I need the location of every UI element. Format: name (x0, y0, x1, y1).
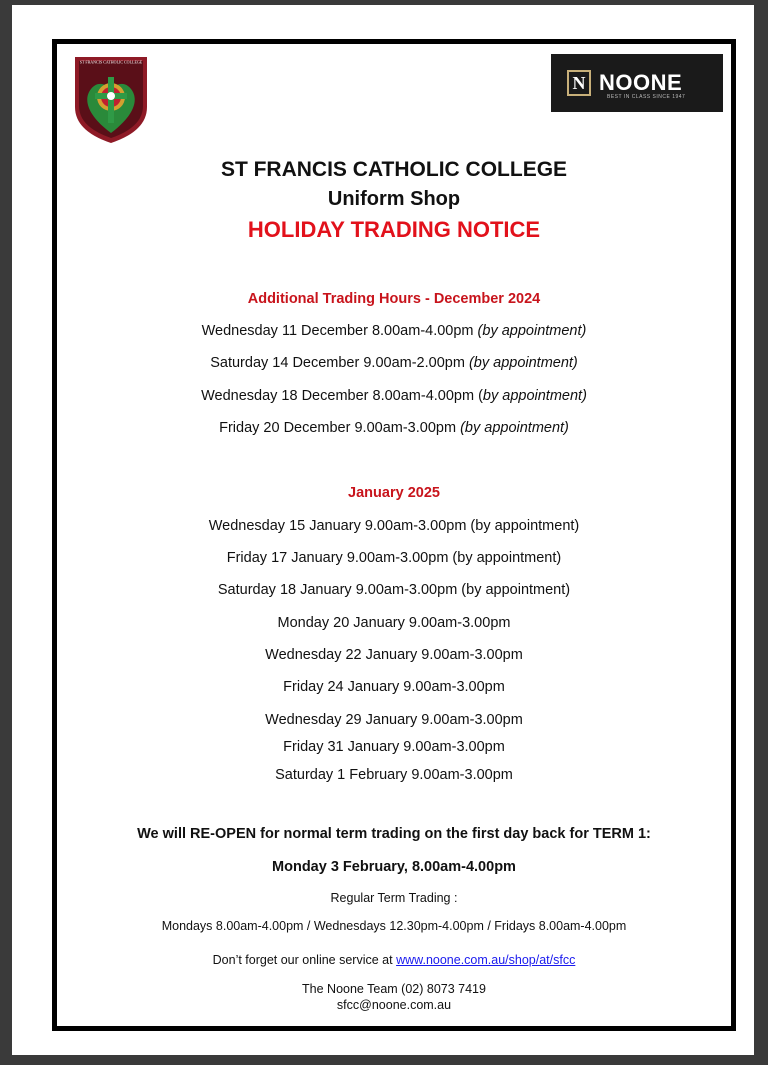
january-row: Wednesday 15 January 9.00am-3.00pm (by appointment) (208, 518, 580, 534)
college-title: ST FRANCIS CATHOLIC COLLEGE (220, 158, 568, 181)
noone-wordmark: NOONE (599, 70, 683, 95)
reopen-date: Monday 3 February, 8.00am-4.00pm (272, 859, 516, 875)
notice-title: HOLIDAY TRADING NOTICE (247, 217, 541, 242)
january-row: Monday 20 January 9.00am-3.00pm (277, 615, 511, 631)
january-row: Friday 31 January 9.00am-3.00pm (283, 739, 505, 755)
january-row: Wednesday 29 January 9.00am-3.00pm (265, 712, 523, 728)
january-row: Saturday 18 January 9.00am-3.00pm (by appointment) (217, 582, 571, 598)
january-row: Friday 17 January 9.00am-3.00pm (by appointment) (226, 550, 562, 566)
reopen-notice: We will RE-OPEN for normal term trading on the first day back for TERM 1: (137, 826, 651, 842)
noone-monogram: N (567, 70, 591, 96)
regular-trading-hours: Mondays 8.00am-4.00pm / Wednesdays 12.30pm-4.00pm / Fridays 8.00am-4.00pm (161, 919, 627, 933)
noone-logo (551, 54, 723, 112)
december-row: Friday 20 December 9.00am-3.00pm (by appointment) (219, 420, 569, 436)
january-row: Wednesday 22 January 9.00am-3.00pm (265, 647, 523, 663)
regular-trading-title: Regular Term Trading : (330, 891, 458, 905)
contact-email: sfcc@noone.com.au (336, 998, 452, 1012)
january-heading: January 2025 (348, 485, 440, 501)
online-service-text: Don’t forget our online service at (212, 953, 397, 967)
contact-team: The Noone Team (02) 8073 7419 (302, 982, 486, 996)
december-heading: Additional Trading Hours - December 2024 (247, 291, 541, 307)
notice-frame (52, 39, 736, 1031)
online-shop-link[interactable]: www.noone.com.au/shop/at/sfcc (396, 953, 576, 967)
svg-text:ST FRANCIS CATHOLIC COLLEGE: ST FRANCIS CATHOLIC COLLEGE (79, 59, 143, 65)
shop-title: Uniform Shop (327, 188, 461, 210)
document-page (12, 5, 754, 1055)
january-row: Saturday 1 February 9.00am-3.00pm (275, 767, 513, 783)
december-row: Wednesday 11 December 8.00am-4.00pm (by appointment) (201, 323, 587, 339)
noone-tagline: BEST IN CLASS SINCE 1947 (607, 94, 686, 100)
december-row: Saturday 14 December 9.00am-2.00pm (by appointment) (210, 355, 578, 371)
december-row: Wednesday 18 December 8.00am-4.00pm (by appointment) (201, 388, 587, 404)
college-crest-logo (73, 55, 149, 145)
online-service-line (57, 953, 731, 967)
january-row: Friday 24 January 9.00am-3.00pm (283, 679, 505, 695)
